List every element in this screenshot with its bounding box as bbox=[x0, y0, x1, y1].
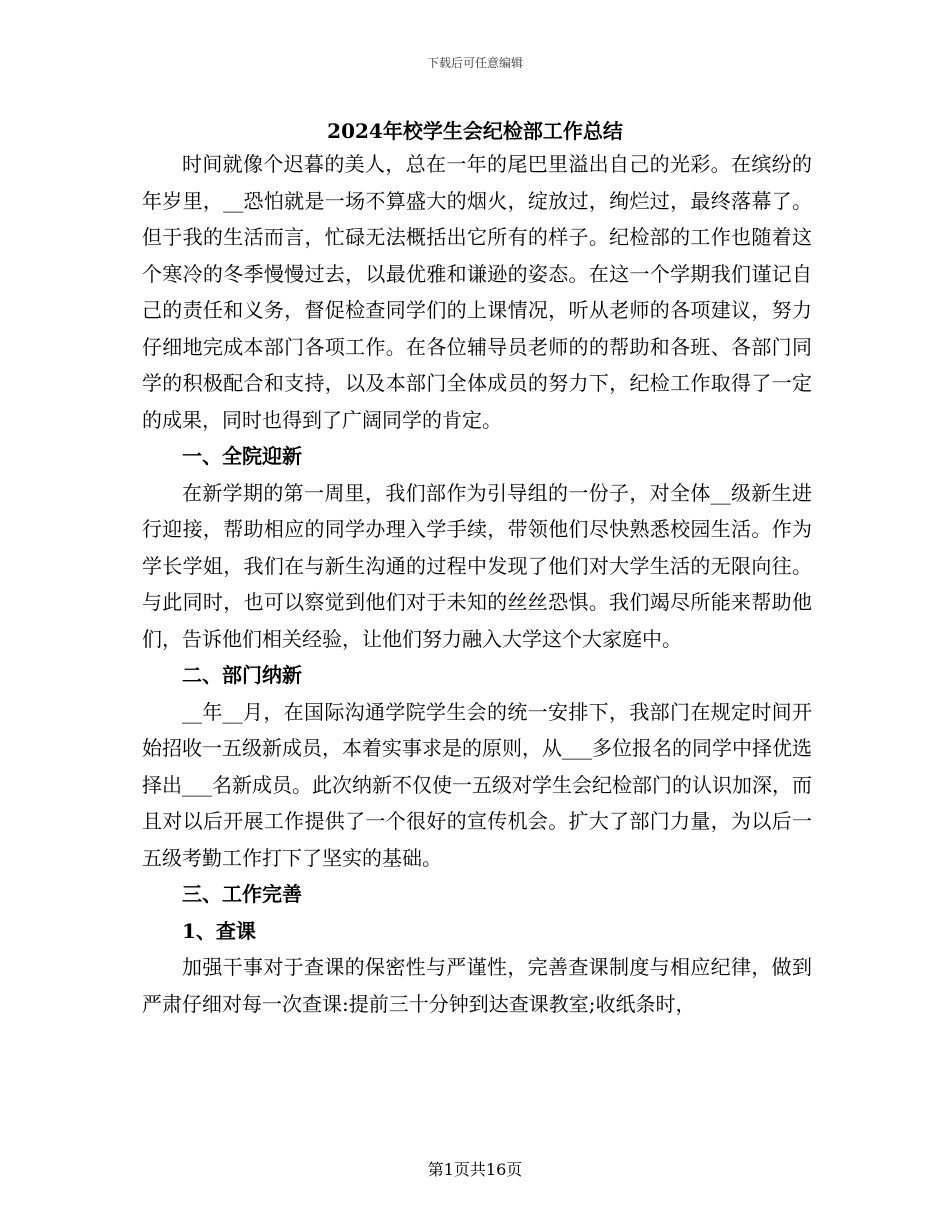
document-body bbox=[142, 146, 812, 1022]
subsection-paragraph-class-check: 加强干事对于查课的保密性与严谨性，完善查课制度与相应纪律，做到严肃仔细对每一次查课:提前三十分钟到达查课教室;收纸条时， bbox=[142, 955, 812, 1016]
intro-paragraph: 时间就像个迟暮的美人，总在一年的尾巴里溢出自己的光彩。在缤纷的年岁里，__恐怕就是一场不算盛大的烟火，绽放过，绚烂过，最终落幕了。但于我的生活而言，忙碌无法概括出它所有的样子。纪检部的工作也随着这个寒冷的冬季慢慢过去，以最优雅和谦逊的姿态。在这一个学期我们谨记自己的责任和义务，督促检查同学们的上课情况，听从老师的各项建议，努力仔细地完成本部门各项工作。在各位辅导员老师的的帮助和各班、各部门同学的积极配合和支持，以及本部门全体成员的努力下，纪检工作取得了一定的成果，同时也得到了广阔同学的肯定。 bbox=[142, 152, 812, 432]
document-title: 2024年校学生会纪检部工作总结 bbox=[327, 119, 623, 143]
section-heading-improvement: 三、工作完善 bbox=[182, 882, 302, 906]
subsection-heading-class-check: 1、查课 bbox=[182, 918, 256, 943]
section-heading-recruitment: 二、部门纳新 bbox=[182, 663, 302, 687]
section-heading-welcome: 一、全院迎新 bbox=[182, 444, 302, 468]
section-paragraph-welcome: 在新学期的第一周里，我们部作为引导组的一份子，对全体__级新生进行迎接，帮助相应的同学办理入学手续，带领他们尽快熟悉校园生活。作为学长学姐，我们在与新生沟通的过程中发现了他们对大学生活的无限向往。与此同时，也可以察觉到他们对于未知的丝丝恐惧。我们竭尽所能来帮助他们，告诉他们相关经验，让他们努力融入大学这个大家庭中。 bbox=[142, 480, 812, 651]
section-paragraph-recruitment: __年__月，在国际沟通学院学生会的统一安排下，我部门在规定时间开始招收一五级新成员，本着实事求是的原则，从___多位报名的同学中择优选择出___名新成员。此次纳新不仅使一五级对学生会纪检部门的认识加深，而且对以后开展工作提供了一个很好的宣传机会。扩大了部门力量，为以后一五级考勤工作打下了坚实的基础。 bbox=[142, 699, 812, 870]
header-note: 下载后可任意编辑 bbox=[426, 56, 523, 70]
page-footer: 第1页共16页 bbox=[427, 1160, 523, 1179]
